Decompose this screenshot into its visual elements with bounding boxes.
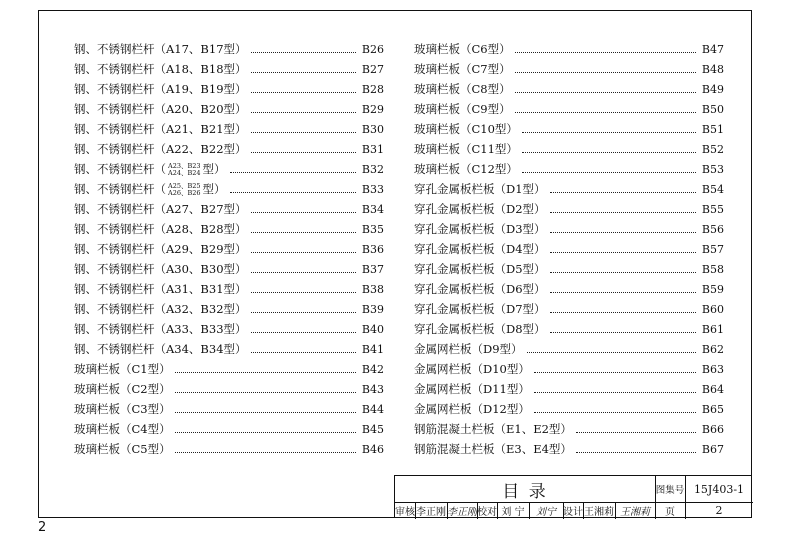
leader-dots <box>251 52 356 53</box>
toc-entry-title: 穿孔金属板栏板（D2型） <box>414 202 546 216</box>
toc-entry <box>414 100 724 118</box>
toc-entry <box>414 340 724 358</box>
leader-dots <box>175 432 356 433</box>
toc-entry <box>414 300 724 318</box>
toc-entry-title: 钢筋混凝土栏板（E3、E4型） <box>414 442 572 456</box>
toc-entry-title: 玻璃栏板（C7型） <box>414 62 511 76</box>
toc-entry-page: B43 <box>361 382 384 396</box>
toc-entry <box>414 120 724 138</box>
toc-entry <box>414 320 724 338</box>
leader-dots <box>550 192 696 193</box>
toc-entry-page: B44 <box>361 402 384 416</box>
toc-entry-page: B56 <box>701 222 724 236</box>
toc-entry <box>414 200 724 218</box>
toc-entry-page: B47 <box>701 42 724 56</box>
leader-dots <box>251 92 356 93</box>
toc-entry-page: B62 <box>701 342 724 356</box>
leader-dots <box>251 132 356 133</box>
leader-dots <box>251 272 356 273</box>
leader-dots <box>175 372 356 373</box>
toc-entry-title: 穿孔金属板栏板（D8型） <box>414 322 546 336</box>
toc-entry-title: 钢、不锈钢栏杆（A19、B19型） <box>74 82 247 96</box>
toc-entry-page: B26 <box>361 42 384 56</box>
toc-entry-page: B46 <box>361 442 384 456</box>
leader-dots <box>550 252 696 253</box>
title-block <box>394 475 752 518</box>
toc-entry-page: B29 <box>361 102 384 116</box>
toc-entry <box>414 280 724 298</box>
toc-entry-page: B45 <box>361 422 384 436</box>
toc-entry-page: B40 <box>361 322 384 336</box>
toc-entry-page: B39 <box>361 302 384 316</box>
toc-entry <box>74 280 384 298</box>
toc-entry-page: B51 <box>701 122 724 136</box>
toc-entry <box>74 380 384 398</box>
toc-entry-title-suffix: 型） <box>202 162 226 176</box>
toc-entry-title: 穿孔金属板栏板（D7型） <box>414 302 546 316</box>
leader-dots <box>550 332 696 333</box>
drawing-title: 目 录 <box>502 481 548 502</box>
leader-dots <box>251 212 356 213</box>
toc-entry-title: 穿孔金属板栏板（D4型） <box>414 242 546 256</box>
toc-entry-title <box>74 161 226 177</box>
stacked-model-top: A25、B25 <box>168 182 201 190</box>
toc-entry <box>74 440 384 458</box>
toc-entry-page: B28 <box>361 82 384 96</box>
toc-entry-title: 玻璃栏板（C9型） <box>414 102 511 116</box>
leader-dots <box>534 412 696 413</box>
toc-entry-title: 玻璃栏板（C11型） <box>414 142 518 156</box>
toc-entry-title: 钢、不锈钢栏杆（A22、B22型） <box>74 142 247 156</box>
toc-entry <box>414 380 724 398</box>
stacked-model-bottom: A26、B26 <box>168 189 201 197</box>
toc-entry <box>74 140 384 158</box>
leader-dots <box>527 352 696 353</box>
toc-entry <box>414 160 724 178</box>
toc-entry <box>414 260 724 278</box>
toc-entry-page: B65 <box>701 402 724 416</box>
toc-entry-title: 玻璃栏板（C6型） <box>414 42 511 56</box>
leader-dots <box>230 172 356 173</box>
toc-entry-title: 钢、不锈钢栏杆（A27、B27型） <box>74 202 247 216</box>
leader-dots <box>251 232 356 233</box>
toc-entry-page: B35 <box>361 222 384 236</box>
toc-entry <box>74 360 384 378</box>
page-label: 页 <box>665 507 675 518</box>
toc-entry-title: 钢筋混凝土栏板（E1、E2型） <box>414 422 572 436</box>
toc-entry-page: B32 <box>361 162 384 176</box>
toc-entry <box>414 80 724 98</box>
stacked-model-top: A23、B23 <box>168 162 201 170</box>
toc-entry-page: B61 <box>701 322 724 336</box>
toc-entry-title: 钢、不锈钢栏杆（A17、B17型） <box>74 42 247 56</box>
toc-entry-title: 玻璃栏板（C4型） <box>74 422 171 436</box>
leader-dots <box>515 72 696 73</box>
toc-entry-page: B52 <box>701 142 724 156</box>
toc-entry <box>74 400 384 418</box>
toc-entry-page: B42 <box>361 362 384 376</box>
leader-dots <box>534 372 696 373</box>
toc-entry-title-suffix: 型） <box>202 182 226 196</box>
leader-dots <box>175 392 356 393</box>
leader-dots <box>576 452 696 453</box>
toc-entry-page: B41 <box>361 342 384 356</box>
toc-entry-page: B31 <box>361 142 384 156</box>
toc-entry-page: B63 <box>701 362 724 376</box>
sheet-page-number: 2 <box>38 520 47 535</box>
leader-dots <box>522 132 696 133</box>
toc-entry-page: B50 <box>701 102 724 116</box>
leader-dots <box>550 272 696 273</box>
toc-entry <box>74 160 384 178</box>
toc-entry-title: 玻璃栏板（C5型） <box>74 442 171 456</box>
toc-entry-title <box>74 181 226 197</box>
toc-entry-title: 钢、不锈钢栏杆（A33、B33型） <box>74 322 247 336</box>
toc-entry-title: 钢、不锈钢栏杆（A34、B34型） <box>74 342 247 356</box>
toc-entry-page: B48 <box>701 62 724 76</box>
toc-entry <box>74 260 384 278</box>
leader-dots <box>230 192 356 193</box>
leader-dots <box>251 352 356 353</box>
toc-entry-page: B53 <box>701 162 724 176</box>
toc-entry-page: B38 <box>361 282 384 296</box>
reviewer-name: 李正刚 <box>416 507 446 518</box>
toc-entry-page: B66 <box>701 422 724 436</box>
toc-entry-title: 穿孔金属板栏板（D6型） <box>414 282 546 296</box>
toc-entry <box>74 40 384 58</box>
toc-entry <box>74 80 384 98</box>
toc-entry-page: B36 <box>361 242 384 256</box>
toc-entry <box>74 200 384 218</box>
leader-dots <box>251 252 356 253</box>
toc-entry-title: 穿孔金属板栏板（D5型） <box>414 262 546 276</box>
leader-dots <box>550 312 696 313</box>
reviewer-signature: 李正刚 <box>447 507 477 518</box>
leader-dots <box>251 152 356 153</box>
toc-entry-page: B60 <box>701 302 724 316</box>
designer-name: 王湘莉 <box>584 507 614 518</box>
toc-entry <box>74 180 384 198</box>
toc-entry-page: B30 <box>361 122 384 136</box>
toc-entry-page: B57 <box>701 242 724 256</box>
toc-entry <box>414 140 724 158</box>
toc-entry-title: 玻璃栏板（C1型） <box>74 362 171 376</box>
toc-entry-title: 钢、不锈钢栏杆（A28、B28型） <box>74 222 247 236</box>
toc-entry-title: 钢、不锈钢栏杆（A30、B30型） <box>74 262 247 276</box>
stacked-model-bottom: A24、B24 <box>168 169 201 177</box>
atlas-number-label: 图集号 <box>655 485 685 496</box>
toc-entry <box>74 240 384 258</box>
leader-dots <box>515 112 696 113</box>
toc-entry <box>414 180 724 198</box>
leader-dots <box>251 292 356 293</box>
leader-dots <box>515 92 696 93</box>
toc-entry-title: 穿孔金属板栏板（D3型） <box>414 222 546 236</box>
toc-entry-page: B58 <box>701 262 724 276</box>
check-label: 校对 <box>477 507 497 518</box>
toc-entry <box>74 100 384 118</box>
toc-entry-page: B54 <box>701 182 724 196</box>
toc-entry <box>414 240 724 258</box>
toc-entry <box>414 420 724 438</box>
toc-entry <box>74 220 384 238</box>
toc-entry-title: 金属网栏板（D10型） <box>414 362 530 376</box>
toc-entry-title: 金属网栏板（D9型） <box>414 342 523 356</box>
toc-entry <box>414 440 724 458</box>
toc-entry <box>414 400 724 418</box>
toc-entry-page: B55 <box>701 202 724 216</box>
toc-entry-page: B64 <box>701 382 724 396</box>
leader-dots <box>251 312 356 313</box>
leader-dots <box>550 292 696 293</box>
leader-dots <box>550 232 696 233</box>
leader-dots <box>515 52 696 53</box>
leader-dots <box>175 412 356 413</box>
leader-dots <box>522 152 696 153</box>
toc-entry <box>414 220 724 238</box>
leader-dots <box>534 392 696 393</box>
toc-entry-page: B33 <box>361 182 384 196</box>
toc-entry <box>74 300 384 318</box>
leader-dots <box>251 112 356 113</box>
toc-entry-title: 钢、不锈钢栏杆（A21、B21型） <box>74 122 247 136</box>
toc-entry-page: B37 <box>361 262 384 276</box>
leader-dots <box>522 172 696 173</box>
toc-entry-page: B27 <box>361 62 384 76</box>
toc-entry-title: 穿孔金属板栏板（D1型） <box>414 182 546 196</box>
toc-entry <box>74 340 384 358</box>
toc-entry-page: B67 <box>701 442 724 456</box>
toc-entry <box>414 60 724 78</box>
atlas-number: 15J403-1 <box>693 482 745 496</box>
toc-entry <box>74 60 384 78</box>
leader-dots <box>251 72 356 73</box>
toc-entry-page: B34 <box>361 202 384 216</box>
checker-signature: 刘宁 <box>536 507 556 518</box>
toc-entry-title: 钢、不锈钢栏杆（A31、B31型） <box>74 282 247 296</box>
toc-entry-title: 玻璃栏板（C2型） <box>74 382 171 396</box>
designer-signature: 王湘莉 <box>620 507 650 518</box>
leader-dots <box>175 452 356 453</box>
toc-entry-title: 金属网栏板（D12型） <box>414 402 530 416</box>
toc-entry <box>74 320 384 338</box>
leader-dots <box>550 212 696 213</box>
toc-entry-title-prefix: 钢、不锈钢栏杆（ <box>74 182 166 196</box>
toc-entry-title: 钢、不锈钢栏杆（A29、B29型） <box>74 242 247 256</box>
toc-entry-title: 玻璃栏板（C8型） <box>414 82 511 96</box>
review-label: 审核 <box>395 507 415 518</box>
toc-entry-title: 钢、不锈钢栏杆（A32、B32型） <box>74 302 247 316</box>
toc-entry <box>74 120 384 138</box>
toc-entry-page: B59 <box>701 282 724 296</box>
toc-entry-title: 玻璃栏板（C10型） <box>414 122 518 136</box>
stacked-model-numbers <box>168 163 201 177</box>
page-number: 2 <box>715 504 723 517</box>
leader-dots <box>251 332 356 333</box>
toc-entry-title: 金属网栏板（D11型） <box>414 382 530 396</box>
checker-name: 刘 宁 <box>501 507 525 518</box>
toc-entry-title-prefix: 钢、不锈钢栏杆（ <box>74 162 166 176</box>
toc-entry-title: 玻璃栏板（C3型） <box>74 402 171 416</box>
toc-entry-title: 钢、不锈钢栏杆（A18、B18型） <box>74 62 247 76</box>
stacked-model-numbers <box>168 183 201 197</box>
leader-dots <box>576 432 696 433</box>
toc-entry <box>414 360 724 378</box>
toc-entry <box>414 40 724 58</box>
design-label: 设计 <box>563 507 583 518</box>
toc-entry <box>74 420 384 438</box>
toc-entry-title: 钢、不锈钢栏杆（A20、B20型） <box>74 102 247 116</box>
toc-entry-title: 玻璃栏板（C12型） <box>414 162 518 176</box>
toc-entry-page: B49 <box>701 82 724 96</box>
